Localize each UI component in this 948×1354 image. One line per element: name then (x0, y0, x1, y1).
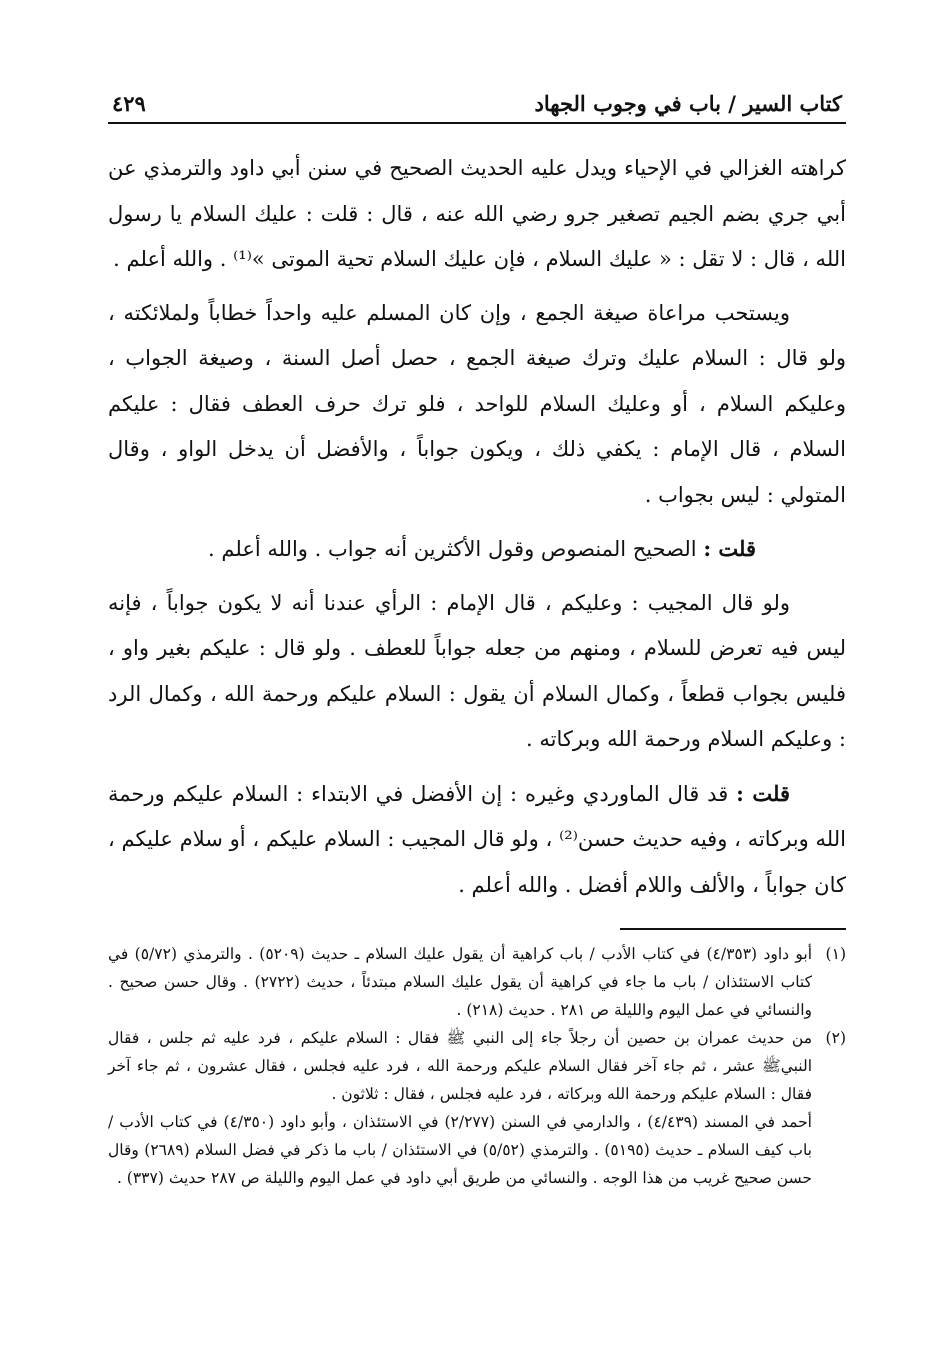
paragraph (108, 526, 846, 573)
paragraph-text: الصحيح المنصوص وقول الأكثرين أنه جواب . والله أعلم . (208, 537, 697, 561)
footnote-text (108, 940, 812, 1024)
paragraph-text: ولو قال المجيب : وعليكم ، قال الإمام : الرأي عندنا أنه لا يكون جواباً ، فإنه ليس فيه تعرض للسلام ، ومنهم من جعله جواباً للعطف . ولو قال : عليكم بغير واو ، فليس بجواب قطعاً ، وكمال السلام أن يقول : السلام عليكم ورحمة الله ، وكمال الرد : وعليكم السلام ورحمة الله وبركاته . (108, 590, 846, 751)
footnote-line: من حديث عمران بن حصين أن رجلاً جاء إلى النبي ﷺ فقال : السلام عليكم ، فرد عليه ثم جلس ، فقال النبيﷺ عشر ، ثم جاء آخر فقال السلام عليكم ورحمة الله ، فرد عليه فجلس ، فقال عشرون ، ثم جاء آخر فقال : السلام عليكم ورحمة الله وبركاته ، فرد عليه فجلس ، فقال : ثلاثون . (108, 1029, 812, 1103)
paragraph (108, 291, 846, 519)
paragraph (108, 146, 846, 283)
footnote-text (108, 1024, 812, 1192)
footnote-2 (108, 1024, 846, 1192)
page-number: ٤٢٩ (112, 91, 146, 116)
running-header (108, 80, 846, 116)
body-text (108, 146, 846, 908)
book-page (108, 80, 846, 1192)
footnote-line: أحمد في المسند (٤/٤٣٩) ، والدارمي في السنن (٢/٢٧٧) في الاستئذان ، وأبو داود (٤/٣٥٠) في كتاب الأدب / باب كيف السلام ـ حديث (٥١٩٥) . والترمذي (٥/٥٢) في الاستئذان / باب ما ذكر في فضل السلام (٢٦٨٩) وقال حسن صحيح غريب من هذا الوجه . والنسائي من طريق أبي داود في عمل اليوم والليلة ص ٢٨٧ حديث (٣٣٧) . (108, 1113, 812, 1187)
footnote-line: أبو داود (٤/٣٥٣) في كتاب الأدب / باب كراهية أن يقول عليك السلام ـ حديث (٥٢٠٩) . والترمذي (٥/٧٢) في كتاب الاستئذان / باب ما جاء في كراهية أن يقول عليك السلام مبتدئاً ، حديث (٢٧٢٢) . وقال حسن صحيح . والنسائي في عمل اليوم والليلة ص ٢٨١ . حديث (٢١٨) . (108, 945, 813, 1019)
footnote-1 (108, 940, 846, 1024)
footnotes (108, 940, 846, 1192)
paragraph (108, 581, 846, 763)
chapter-title: كتاب السير / باب في وجوب الجهاد (534, 91, 842, 116)
qult-label: قلت : (736, 780, 790, 806)
paragraph-text: قد قال الماوردي وغيره : إن الأفضل في الابتداء : السلام عليكم ورحمة الله وبركاته ، وفيه حديث حسن⁽²⁾ ، ولو قال المجيب : السلام عليكم ، أو سلام عليكم ، كان جواباً ، والألف واللام أفضل . والله أعلم . (108, 781, 846, 897)
paragraph-text: كراهته الغزالي في الإحياء ويدل عليه الحديث الصحيح في سنن أبي داود والترمذي عن أبي جري بضم الجيم تصغير جرو رضي الله عنه ، قال : قلت : عليك السلام يا رسول الله ، قال : لا تقل : « عليك السلام ، فإن عليك السلام تحية الموتى »⁽¹⁾ . والله أعلم . (108, 156, 846, 271)
paragraph-text: ويستحب مراعاة صيغة الجمع ، وإن كان المسلم عليه واحداً خطاباً ولملائكته ، ولو قال : السلام عليك وترك صيغة الجمع ، حصل أصل السنة ، وصيغة الجواب ، وعليكم السلام ، أو وعليك السلام للواحد ، فلو ترك حرف العطف فقال : عليكم السلام ، قال الإمام : يكفي ذلك ، ويكون جواباً ، والأفضل أن يدخل الواو ، وقال المتولي : ليس بجواب . (108, 300, 846, 507)
footnote-number: (١) (825, 945, 846, 963)
header-rule (108, 122, 846, 124)
paragraph (108, 771, 846, 909)
footnote-rule (620, 928, 846, 930)
footnote-number: (٢) (825, 1029, 846, 1047)
qult-label: قلت : (703, 536, 756, 561)
